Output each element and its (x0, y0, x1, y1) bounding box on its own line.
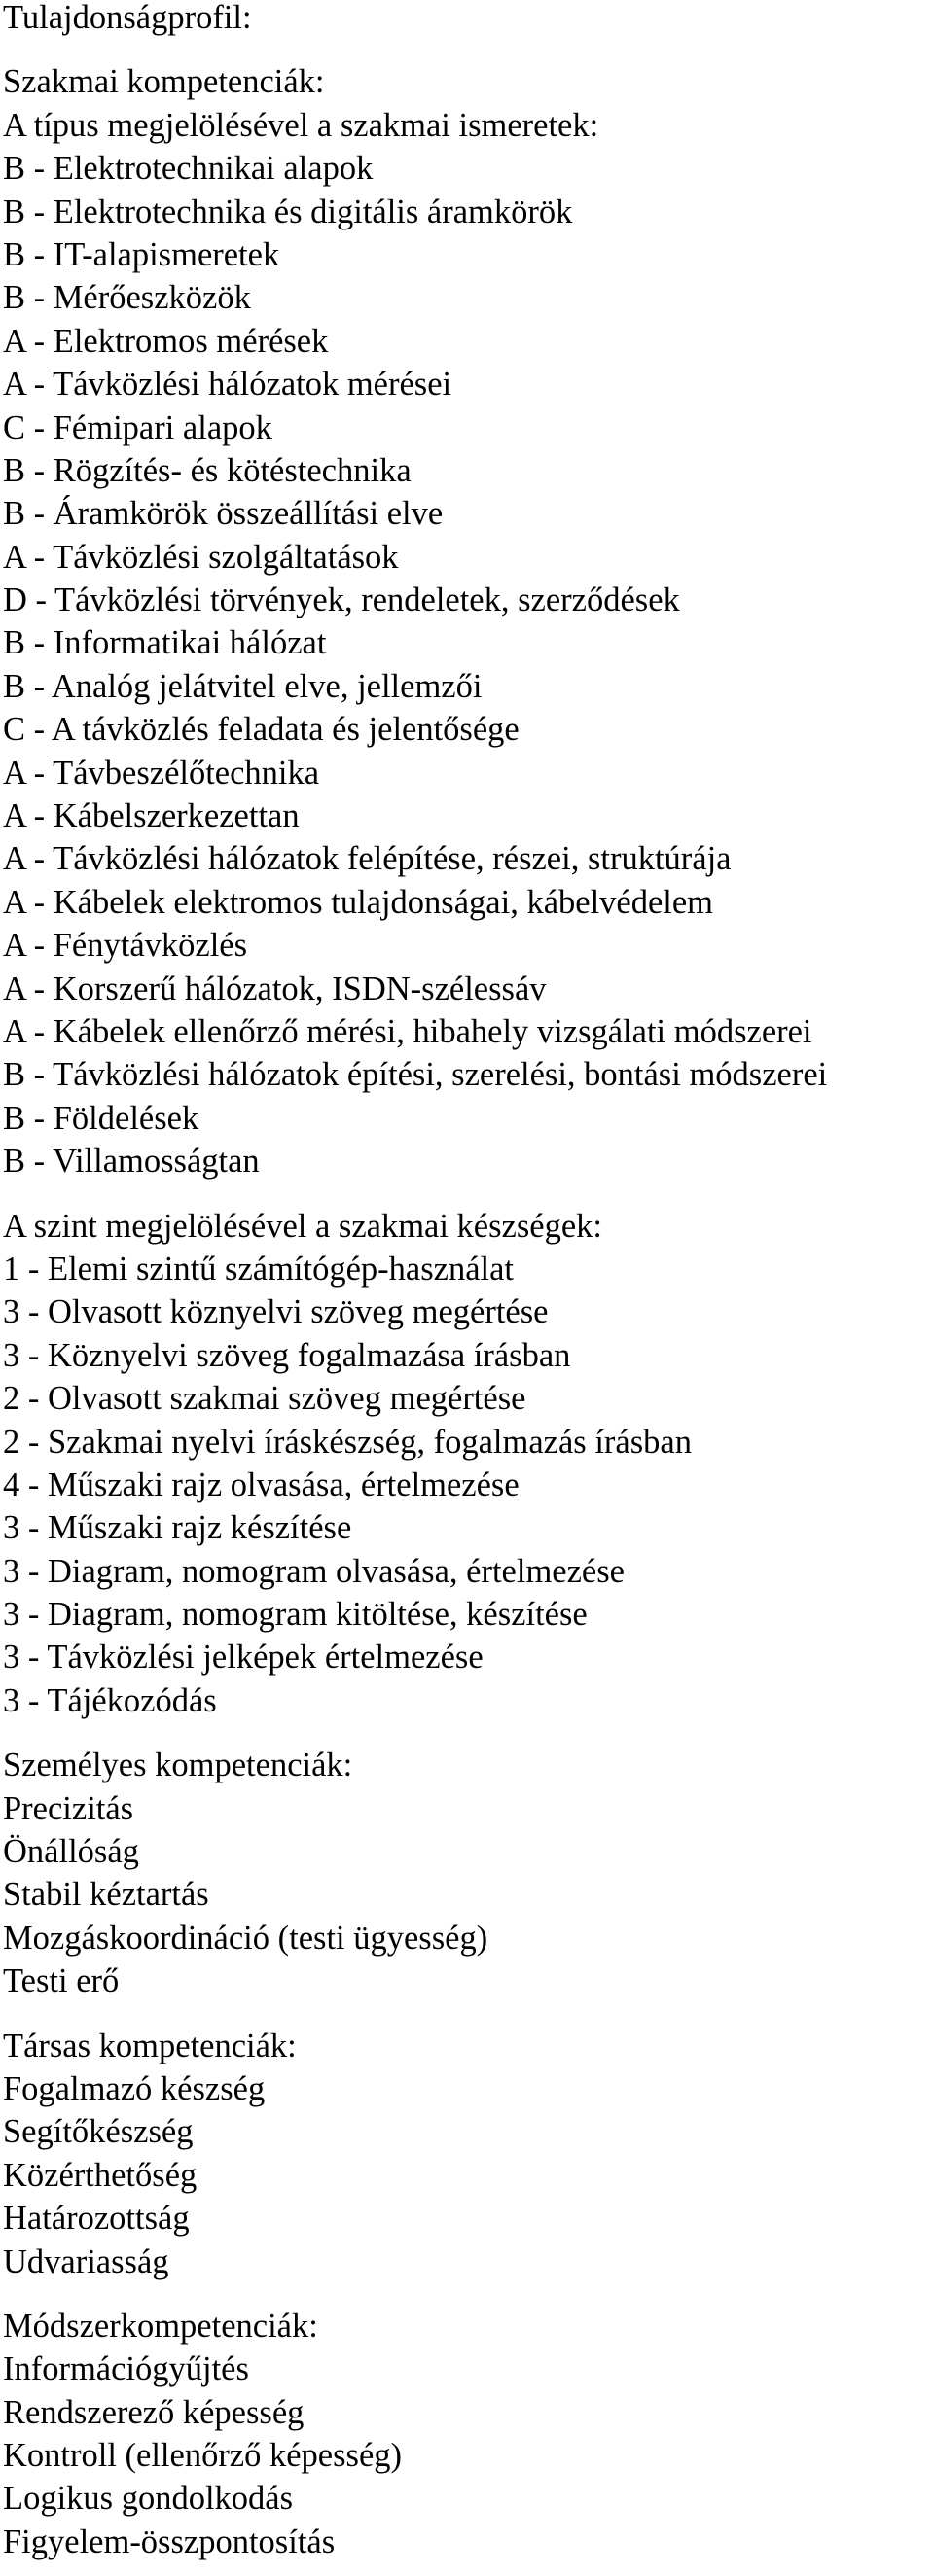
list-item: A - Távközlési szolgáltatások (3, 538, 399, 576)
list-item: Segítőkészség (3, 2113, 194, 2151)
list-item: Udvariasság (3, 2242, 169, 2280)
list-item: A - Távközlési hálózatok felépítése, részei, struktúrája (3, 840, 732, 878)
list-item: Precizitás (3, 1789, 134, 1827)
list-item: 3 - Távközlési jelképek értelmezése (3, 1639, 484, 1676)
list-item: 2 - Szakmai nyelvi íráskészség, fogalmazás írásban (3, 1423, 692, 1461)
list-item: 4 - Műszaki rajz olvasása, értelmezése (3, 1465, 520, 1503)
list-item: A - Kábelszerkezettan (3, 797, 300, 835)
list-item: B - Villamosságtan (3, 1143, 260, 1181)
list-item: Információgyűjtés (3, 2350, 249, 2388)
list-item: B - Távközlési hálózatok építési, szerelési, bontási módszerei (3, 1056, 828, 1094)
list-item: A - Korszerű hálózatok, ISDN-szélessáv (3, 970, 547, 1007)
list-item: D - Távközlési törvények, rendeletek, szerződések (3, 582, 680, 619)
list-item: B - Elektrotechnika és digitális áramkörök (3, 193, 573, 230)
list-item: 3 - Diagram, nomogram olvasása, értelmezése (3, 1552, 625, 1590)
list-item: Határozottság (3, 2200, 190, 2238)
section-heading: Társas kompetenciák: (3, 2027, 297, 2064)
knowledge-list (3, 147, 934, 1182)
list-item: A - Távközlési hálózatok mérései (3, 366, 452, 404)
list-item: 3 - Műszaki rajz készítése (3, 1509, 352, 1547)
list-item: A - Kábelek elektromos tulajdonságai, kábelvédelem (3, 883, 714, 921)
skills-list (3, 1248, 934, 1722)
list-item: Közérthetőség (3, 2156, 198, 2194)
list-item: Mozgáskoordináció (testi ügyesség) (3, 1919, 488, 1957)
subsection-heading: A szint megjelölésével a szakmai készségek: (3, 1207, 602, 1245)
list-item: B - IT-alapismeretek (3, 235, 280, 273)
personal-section (3, 1744, 934, 2002)
list-item: B - Földelések (3, 1099, 199, 1137)
section-heading: Módszerkompetenciák: (3, 2307, 318, 2345)
list-item: 1 - Elemi szintű számítógép-használat (3, 1250, 514, 1288)
list-item: Rendszerező képesség (3, 2393, 305, 2431)
personal-list (3, 1787, 934, 2003)
section-heading: Személyes kompetenciák: (3, 1747, 353, 1784)
list-item: Figyelem-összpontosítás (3, 2523, 336, 2560)
social-list (3, 2067, 934, 2283)
list-item: Fogalmazó készség (3, 2069, 266, 2107)
list-item: Logikus gondolkodás (3, 2480, 294, 2518)
list-item: A - Fénytávközlés (3, 927, 248, 965)
list-item: 3 - Tájékozódás (3, 1681, 217, 1719)
list-item: 3 - Diagram, nomogram kitöltése, készítése (3, 1596, 588, 1634)
list-item: A - Távbeszélőtechnika (3, 754, 320, 792)
method-list (3, 2347, 934, 2563)
list-item: 2 - Olvasott szakmai szöveg megértése (3, 1380, 526, 1418)
list-item: Testi erő (3, 1962, 120, 2000)
method-section (3, 2305, 934, 2563)
list-item: Kontroll (ellenőrző képesség) (3, 2437, 403, 2475)
list-item: B - Informatikai hálózat (3, 624, 327, 662)
professional-section (3, 60, 934, 1722)
list-item: Stabil kéztartás (3, 1876, 209, 1914)
list-item: 3 - Olvasott köznyelvi szöveg megértése (3, 1293, 549, 1331)
list-item: B - Áramkörök összeállítási elve (3, 495, 444, 533)
list-item: B - Rögzítés- és kötéstechnika (3, 451, 412, 489)
list-item: A - Elektromos mérések (3, 322, 329, 360)
list-item: 3 - Köznyelvi szöveg fogalmazása írásban (3, 1336, 571, 1374)
list-item: B - Analóg jelátvitel elve, jellemzői (3, 667, 483, 705)
list-item: Önállóság (3, 1833, 139, 1871)
list-item: A - Kábelek ellenőrző mérési, hibahely vizsgálati módszerei (3, 1012, 812, 1050)
list-item: B - Mérőeszközök (3, 279, 251, 317)
social-section (3, 2025, 934, 2283)
skills-block (3, 1205, 934, 1723)
subsection-heading: A típus megjelölésével a szakmai ismeretek: (3, 106, 599, 144)
list-item: C - A távközlés feladata és jelentősége (3, 711, 520, 749)
section-heading: Szakmai kompetenciák: (3, 63, 325, 101)
list-item: C - Fémipari alapok (3, 408, 272, 446)
list-item: B - Elektrotechnikai alapok (3, 150, 374, 188)
page-title: Tulajdonságprofil: (3, 0, 252, 36)
